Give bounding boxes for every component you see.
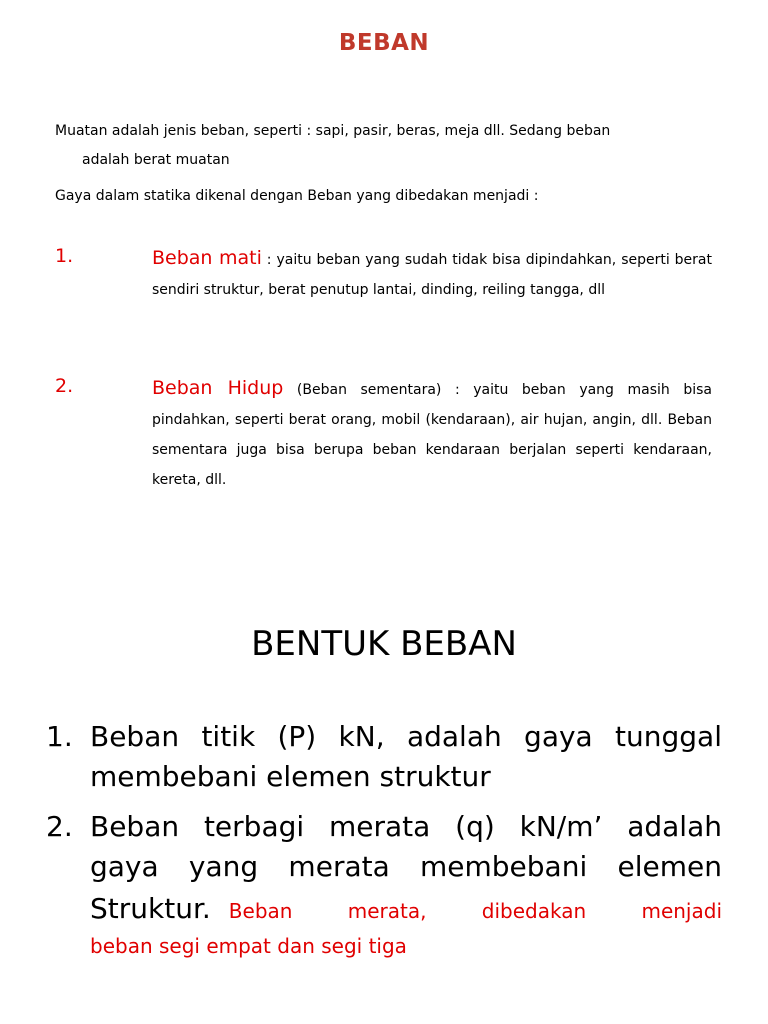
intro-line-3: Gaya dalam statika dikenal dengan Beban yang dibedakan menjadi : [55, 188, 539, 204]
page-title: BEBAN [338, 30, 430, 56]
item-1-head: Beban mati [152, 247, 262, 269]
form-1-number: 1. [46, 720, 73, 753]
item-2 [152, 373, 712, 495]
form-2-note-line-2: beban segi empat dan segi tiga [90, 934, 407, 958]
item-1-lead: : yaitu beban yang sudah tidak bisa dipindahkan, [261, 252, 617, 268]
form-1-line-2: membebani elemen struktur [90, 760, 491, 793]
section-title: BENTUK BEBAN [251, 624, 517, 664]
item-2-number: 2. [55, 375, 74, 397]
item-2-rest: pindahkan, seperti berat orang, mobil (kendaraan), air hujan, angin, dll. Beban sementara juga bisa berupa beban kendaraan berjalan seperti kendaraan, kereta, dll. [152, 412, 712, 488]
form-2-number: 2. [46, 810, 73, 843]
form-2-line-1: Beban terbagi merata (q) kN/m’ adalah [90, 810, 722, 843]
intro-line-1: Muatan adalah jenis beban, seperti : sapi, pasir, beras, meja dll. Sedang beban [55, 123, 611, 139]
form-2-note-inline: Beban merata, dibedakan menjadi [228, 899, 722, 923]
form-2-line-3 [90, 889, 722, 929]
intro-paragraph [55, 117, 735, 175]
item-2-head: Beban Hidup [152, 377, 284, 399]
item-2-lead: (Beban sementara) : yaitu beban yang masih bisa [283, 382, 712, 398]
item-1 [152, 243, 712, 305]
form-2-line-2: gaya yang merata membebani elemen [90, 850, 722, 883]
item-1-rest: seperti berat sendiri struktur, berat penutup lantai, dinding, reiling tangga, dll [152, 252, 712, 298]
form-1-line-1: Beban titik (P) kN, adalah gaya tunggal [90, 720, 722, 753]
form-2-struktur: Struktur. [90, 892, 211, 925]
intro-line-2: adalah berat muatan [82, 152, 230, 168]
item-1-number: 1. [55, 245, 74, 267]
